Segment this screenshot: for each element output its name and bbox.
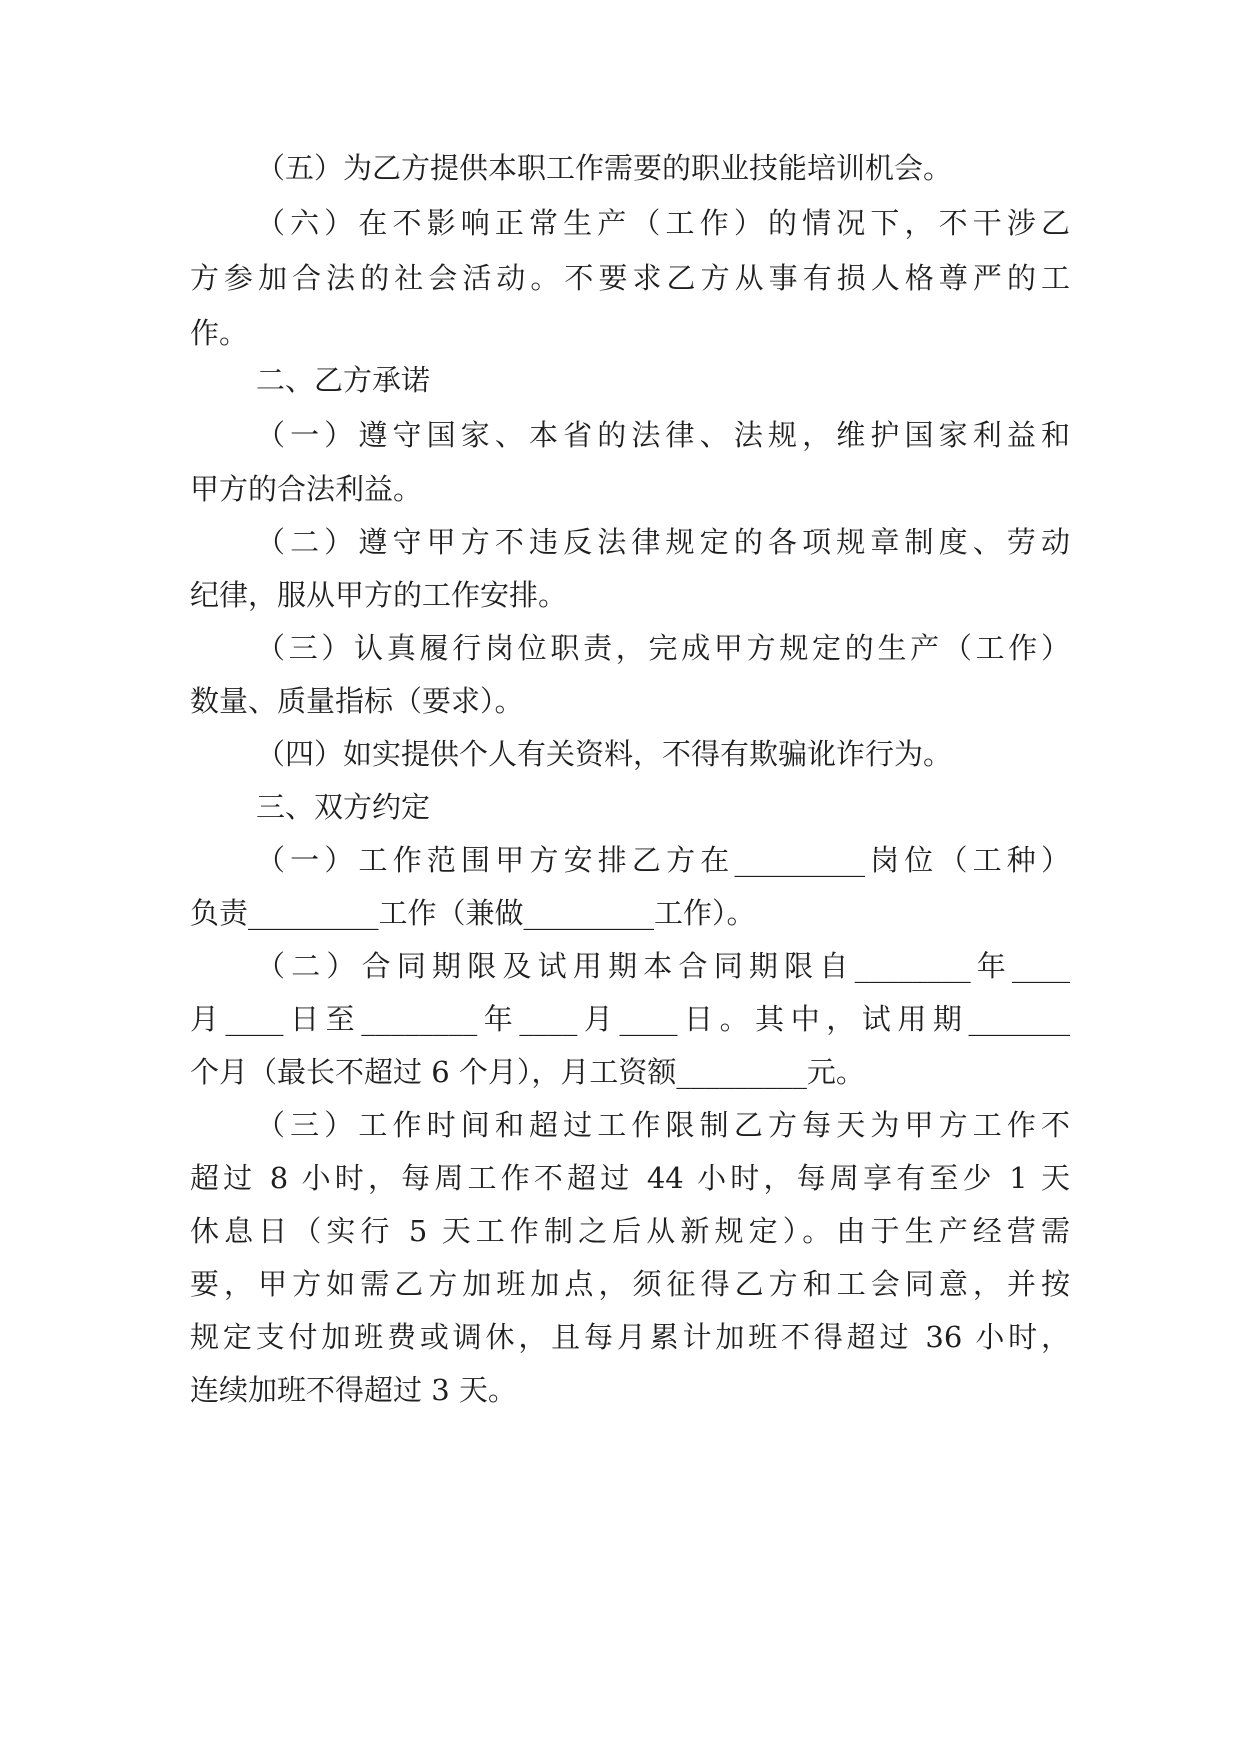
text-line: 超过 8 小时，每周工作不超过 44 小时，每周享有至少 1 天 [190,1161,1070,1195]
text-line: 月____日至________年____月____日。其中，试用期_______ [190,1002,1070,1036]
text-line: （一）遵守国家、本省的法律、法规，维护国家利益和 [256,418,1070,452]
text-line: 方参加合法的社会活动。不要求乙方从事有损人格尊严的工 [190,261,1070,295]
text-line: （一）工作范围甲方安排乙方在_________岗位（工种） [256,843,1070,877]
text-line: （二）遵守甲方不违反法律规定的各项规章制度、劳动 [256,525,1070,559]
text-line: 个月（最长不超过 6 个月），月工资额_________元。 [190,1055,865,1089]
text-line: 规定支付加班费或调休，且每月累计加班不得超过 36 小时， [190,1320,1070,1354]
text-line: 甲方的合法利益。 [190,472,423,506]
text-line: 休息日（实行 5 天工作制之后从新规定）。由于生产经营需 [190,1214,1070,1248]
text-line: （二）合同期限及试用期本合同期限自________年____ [256,949,1070,983]
text-line: （四）如实提供个人有关资料，不得有欺骗讹诈行为。 [256,737,953,771]
text-line: （六）在不影响正常生产（工作）的情况下，不干涉乙 [256,206,1070,240]
section-heading: 三、双方约定 [256,790,431,824]
text-line: 要，甲方如需乙方加班加点，须征得乙方和工会同意，并按 [190,1267,1070,1301]
text-line: 连续加班不得超过 3 天。 [190,1373,517,1407]
text-line: （五）为乙方提供本职工作需要的职业技能培训机会。 [256,151,953,185]
text-line: 负责_________工作（兼做_________工作）。 [190,896,756,930]
text-line: （三）认真履行岗位职责，完成甲方规定的生产（工作） [256,631,1070,665]
section-heading: 二、乙方承诺 [256,363,431,397]
text-line: 作。 [190,316,249,350]
text-line: 纪律，服从甲方的工作安排。 [190,578,568,612]
text-line: 数量、质量指标（要求）。 [190,684,524,718]
text-line: （三）工作时间和超过工作限制乙方每天为甲方工作不 [256,1108,1070,1142]
